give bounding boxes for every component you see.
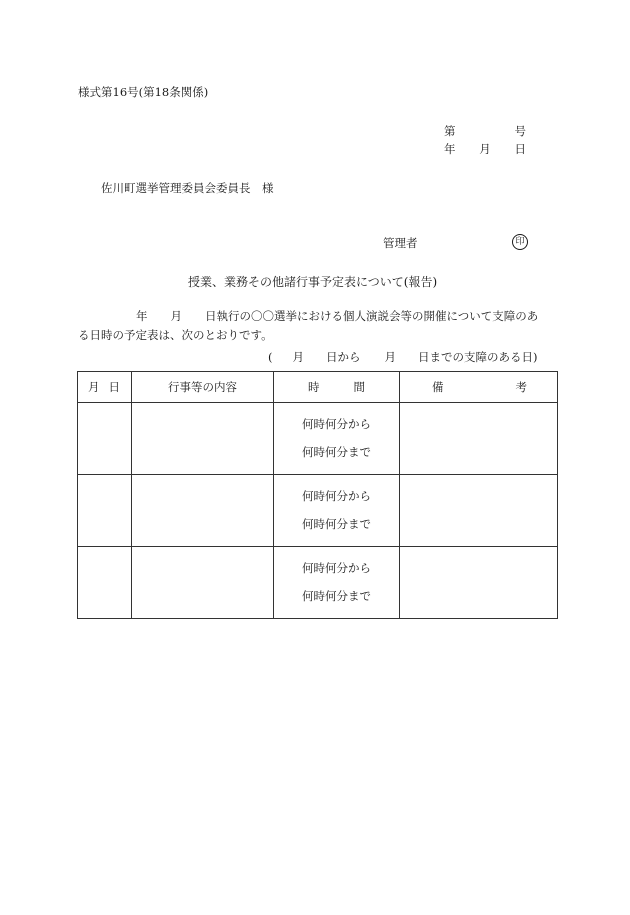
addressee: 佐川町選挙管理委員会委員長 様	[101, 181, 274, 195]
header-remarks: 備 考	[400, 372, 558, 403]
remarks-cell[interactable]	[400, 403, 558, 475]
time-to: 何時何分まで	[302, 445, 371, 459]
period-open: (	[268, 350, 273, 364]
reporting-period	[268, 349, 538, 365]
period-to-day: 日までの支障のある日)	[418, 350, 538, 364]
date-cell[interactable]	[78, 547, 132, 619]
document-title: 授業、業務その他諸行事予定表について(報告)	[188, 275, 438, 289]
date-cell[interactable]	[78, 403, 132, 475]
body-paragraph	[78, 307, 556, 345]
time-cell[interactable]	[274, 547, 400, 619]
date-day: 日	[514, 142, 526, 156]
table-row	[78, 403, 558, 475]
body-line-2: る日時の予定表は、次のとおりです。	[78, 328, 273, 342]
header-content: 行事等の内容	[132, 372, 274, 403]
time-cell[interactable]	[274, 403, 400, 475]
time-from: 何時何分から	[302, 417, 371, 431]
time-to: 何時何分まで	[302, 517, 371, 531]
table-row	[78, 547, 558, 619]
table-header-row	[78, 372, 558, 403]
date-cell[interactable]	[78, 475, 132, 547]
period-from-day: 日から	[326, 350, 361, 364]
header-date: 月 日	[78, 372, 132, 403]
time-from: 何時何分から	[302, 561, 371, 575]
content-cell[interactable]	[132, 547, 274, 619]
period-from-month: 月	[292, 350, 304, 364]
seal-mark-icon: 印	[512, 234, 528, 250]
header-time: 時 間	[274, 372, 400, 403]
date-month: 月	[479, 142, 491, 156]
time-cell[interactable]	[274, 475, 400, 547]
remarks-cell[interactable]	[400, 547, 558, 619]
number-prefix: 第	[444, 124, 456, 138]
form-identifier: 様式第16号(第18条関係)	[78, 85, 209, 99]
content-cell[interactable]	[132, 403, 274, 475]
period-to-month: 月	[384, 350, 396, 364]
signer-label: 管理者	[383, 236, 418, 250]
table-row	[78, 475, 558, 547]
time-to: 何時何分まで	[302, 589, 371, 603]
content-cell[interactable]	[132, 475, 274, 547]
date-year: 年	[444, 142, 456, 156]
time-from: 何時何分から	[302, 489, 371, 503]
document-number-line	[444, 123, 526, 139]
body-line-1: 年 月 日執行の〇〇選挙における個人演説会等の開催について支障のあ	[136, 309, 539, 323]
document-date-line	[444, 141, 526, 157]
number-suffix: 号	[514, 124, 526, 138]
schedule-table	[77, 371, 558, 619]
remarks-cell[interactable]	[400, 475, 558, 547]
